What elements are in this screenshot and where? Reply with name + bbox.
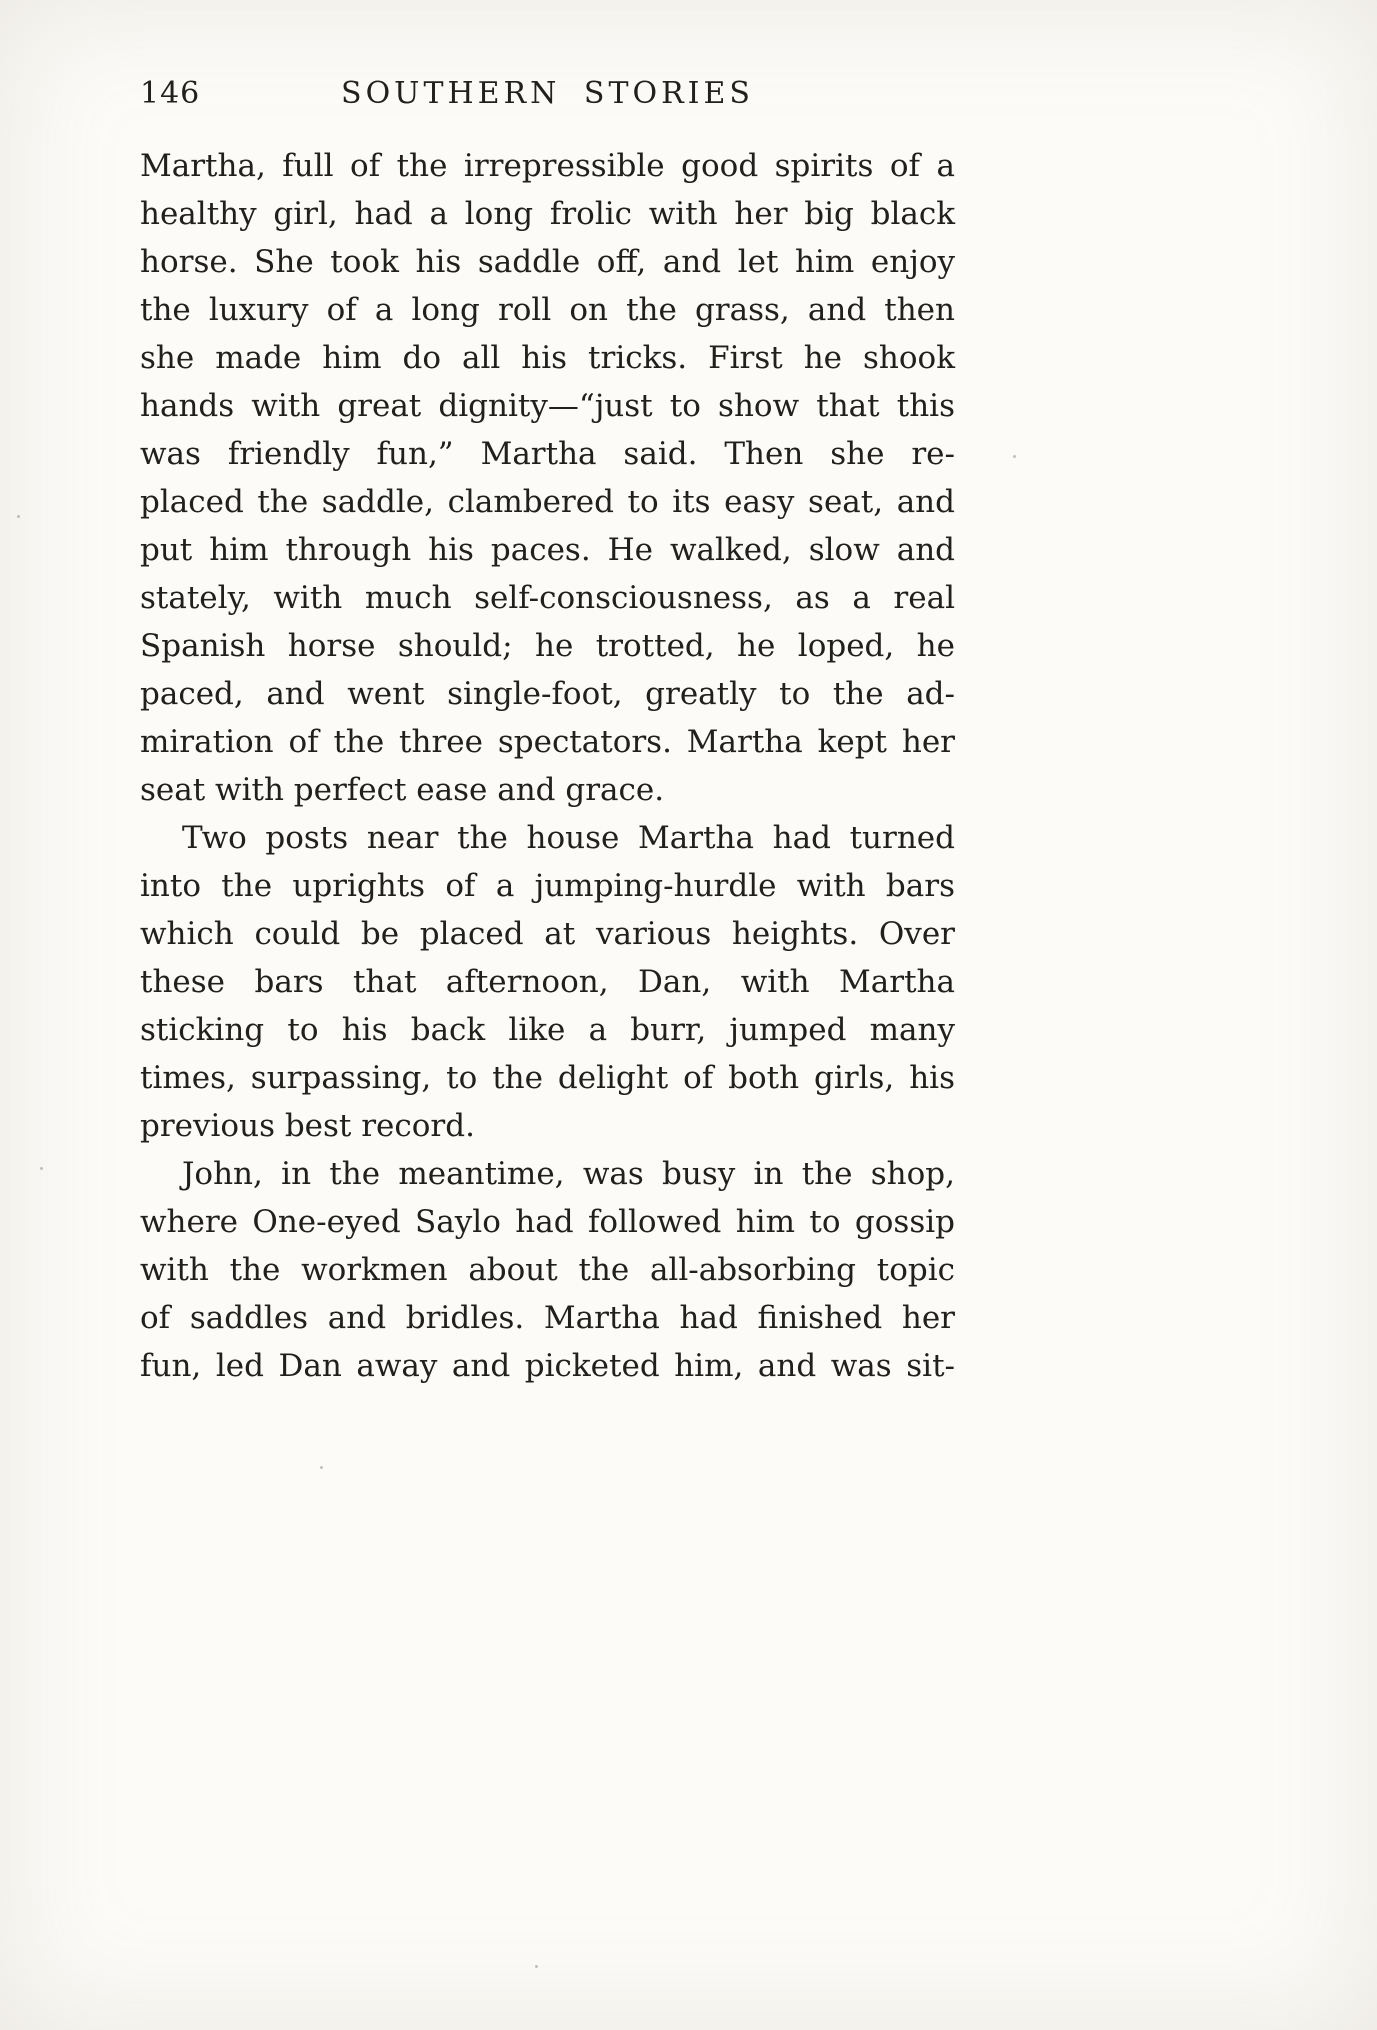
text-line: hands with great dignity—“just to show that this	[140, 388, 955, 424]
running-head-title: SOUTHERN STORIES	[341, 76, 754, 111]
text-line: fun, led Dan away and picketed him, and was sit-	[140, 1348, 955, 1384]
text-line: times, surpassing, to the delight of both girls, his	[140, 1060, 955, 1096]
text-line: paced, and went single-foot, greatly to the ad-	[140, 676, 955, 712]
text-line: she made him do all his tricks. First he shook	[140, 340, 955, 376]
text-line: which could be placed at various heights. Over	[140, 916, 955, 952]
text-line: these bars that afternoon, Dan, with Martha	[140, 964, 955, 1000]
text-line: Two posts near the house Martha had turned	[182, 820, 955, 856]
text-line: put him through his paces. He walked, slow and	[140, 532, 955, 568]
text-line: stately, with much self-consciousness, as a real	[140, 580, 955, 616]
text-line: John, in the meantime, was busy in the shop,	[182, 1156, 955, 1192]
scan-speckle	[320, 1466, 323, 1469]
scan-speckle	[17, 515, 20, 518]
text-line: seat with perfect ease and grace.	[140, 772, 665, 808]
paragraph	[140, 142, 955, 814]
text-line: of saddles and bridles. Martha had finished her	[140, 1300, 955, 1336]
text-line: with the workmen about the all-absorbing topic	[140, 1252, 955, 1288]
text-line: was friendly fun,” Martha said. Then she re-	[140, 436, 955, 472]
text-line: placed the saddle, clambered to its easy seat, and	[140, 484, 955, 520]
scan-speckle	[1013, 455, 1016, 458]
text-line: the luxury of a long roll on the grass, and then	[140, 292, 955, 328]
scan-speckle	[40, 1167, 43, 1170]
text-line: where One-eyed Saylo had followed him to gossip	[140, 1204, 955, 1240]
paragraph	[140, 1150, 955, 1390]
text-line: into the uprights of a jumping-hurdle with bars	[140, 868, 955, 904]
scan-speckle	[535, 1965, 538, 1968]
text-line: Spanish horse should; he trotted, he loped, he	[140, 628, 955, 664]
page-body	[140, 142, 955, 1390]
running-header	[140, 72, 955, 116]
text-line: healthy girl, had a long frolic with her big black	[140, 196, 955, 232]
text-line: Martha, full of the irrepressible good spirits of a	[140, 148, 955, 184]
text-line: sticking to his back like a burr, jumped many	[140, 1012, 955, 1048]
text-line: miration of the three spectators. Martha kept her	[140, 724, 955, 760]
page-number: 146	[140, 76, 201, 111]
text-line: previous best record.	[140, 1108, 475, 1144]
text-line: horse. She took his saddle off, and let him enjoy	[140, 244, 955, 280]
paragraph	[140, 814, 955, 1150]
page-content	[140, 72, 955, 1390]
